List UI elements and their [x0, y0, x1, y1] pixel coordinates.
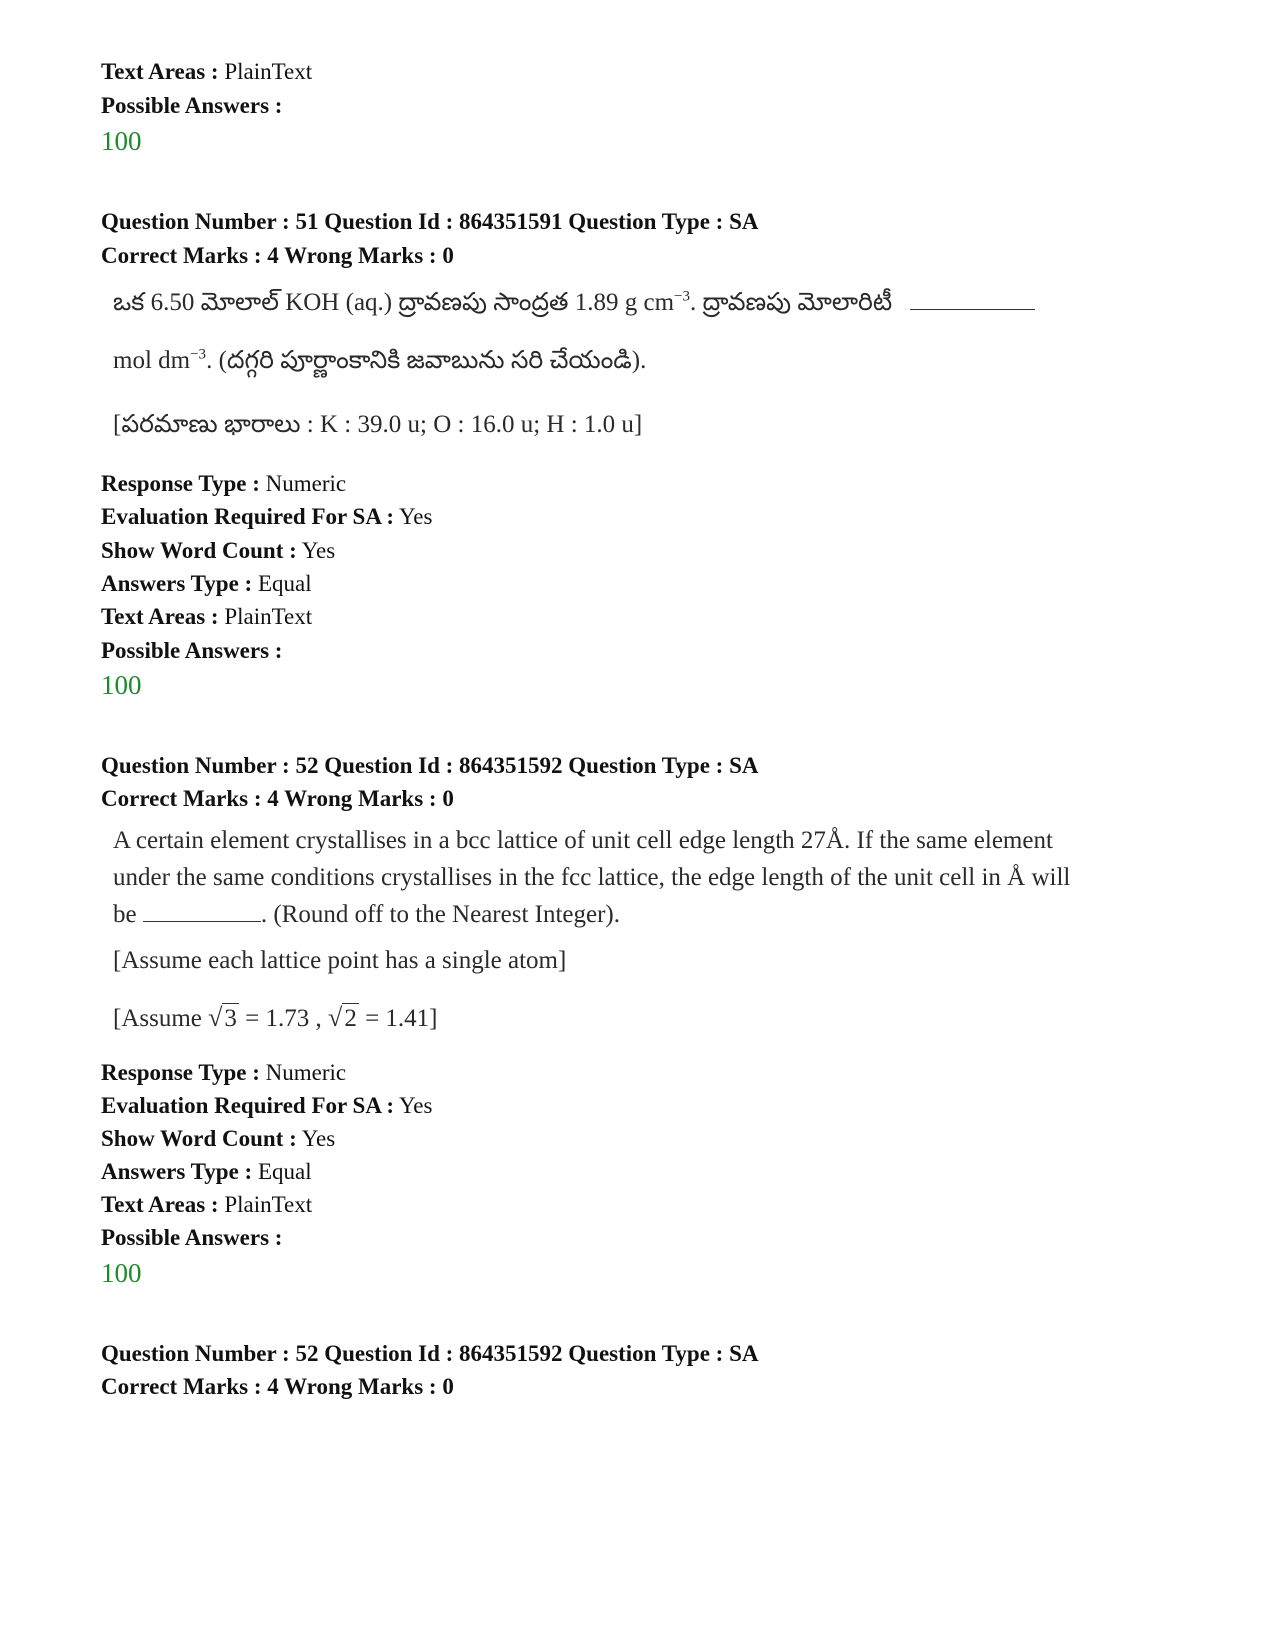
q52-line5-b: = 1.73 ,	[245, 1005, 322, 1032]
top-text-areas-row	[101, 58, 312, 86]
q51-text-line1	[113, 288, 1035, 318]
q51-line1-sup: −3	[674, 288, 690, 305]
q52-word-count-row	[101, 1125, 335, 1153]
response-type-value: Numeric	[265, 471, 347, 496]
q52-text-line1: A certain element crystallises in a bcc lattice of unit cell edge length 27Å. If the same element	[113, 827, 1053, 854]
text-areas-label: Text Areas :	[101, 604, 219, 629]
q52-line3-b: . (Round off to the Nearest Integer).	[260, 901, 621, 928]
sqrt2-symbol: √2	[328, 1003, 357, 1032]
answers-type-value: Equal	[257, 571, 312, 596]
q51-evaluation-row	[101, 503, 432, 531]
evaluation-label: Evaluation Required For SA :	[101, 504, 395, 529]
q52-header: Question Number : 52 Question Id : 864351592 Question Type : SA	[101, 753, 759, 778]
text-areas-label: Text Areas :	[101, 1192, 219, 1217]
word-count-label: Show Word Count :	[101, 1126, 297, 1151]
q51-word-count-row	[101, 537, 335, 565]
q51-marks: Correct Marks : 4 Wrong Marks : 0	[101, 243, 454, 268]
q52-text-line2: under the same conditions crystallises in the fcc lattice, the edge length of the unit cell in Å will	[113, 864, 1071, 891]
q52-line3-a: be	[113, 901, 137, 928]
q51-line2-sup: −3	[190, 346, 207, 363]
text-areas-value: PlainText	[224, 604, 313, 629]
sqrt3-symbol: √3	[208, 1003, 237, 1032]
answers-type-value: Equal	[257, 1159, 312, 1184]
q52-line5-a: [Assume	[113, 1005, 202, 1032]
q52-repeat-header: Question Number : 52 Question Id : 864351592 Question Type : SA	[101, 1341, 759, 1366]
q51-line1-a: ఒక 6.50 మోలాల్ KOH (aq.) ద్రావణపు సాంద్రత 1.89 g cm	[113, 289, 675, 316]
top-possible-answer-value: 100	[101, 126, 142, 156]
text-areas-value: PlainText	[224, 1192, 313, 1217]
q52-text-line4: [Assume each lattice point has a single atom]	[113, 947, 567, 974]
q52-possible-answer-value: 100	[101, 1258, 142, 1288]
q51-answer-blank	[910, 309, 1035, 310]
q51-line2-b: . (దగ్గరి పూర్ణాంకానికి జవాబును సరి చేయండి).	[206, 347, 647, 374]
q52-answer-blank	[143, 921, 261, 922]
q51-line2-a: mol dm	[113, 347, 191, 374]
q52-text-areas-row	[101, 1191, 312, 1219]
q52-text-line3	[113, 900, 620, 930]
q52-marks: Correct Marks : 4 Wrong Marks : 0	[101, 786, 454, 811]
q52-possible-answers-label: Possible Answers :	[101, 1225, 283, 1250]
evaluation-value: Yes	[399, 504, 433, 529]
sqrt2-radicand: 2	[344, 1005, 357, 1032]
word-count-value: Yes	[301, 538, 336, 563]
q52-text-line5	[113, 1003, 438, 1034]
answers-type-label: Answers Type :	[101, 1159, 253, 1184]
q51-possible-answer-value: 100	[101, 670, 142, 700]
sqrt3-radicand: 3	[224, 1005, 237, 1032]
q51-header: Question Number : 51 Question Id : 864351591 Question Type : SA	[101, 209, 759, 234]
response-type-label: Response Type :	[101, 471, 260, 496]
evaluation-value: Yes	[399, 1093, 433, 1118]
evaluation-label: Evaluation Required For SA :	[101, 1093, 395, 1118]
top-possible-answers-label: Possible Answers :	[101, 93, 283, 118]
q51-line1-b: . ద్రావణపు మోలారిటీ	[690, 289, 893, 316]
word-count-value: Yes	[301, 1126, 336, 1151]
answers-type-label: Answers Type :	[101, 571, 253, 596]
response-type-value: Numeric	[265, 1060, 347, 1085]
q51-answers-type-row	[101, 570, 312, 598]
response-type-label: Response Type :	[101, 1060, 260, 1085]
q52-response-type-row	[101, 1059, 346, 1087]
q51-response-type-row	[101, 470, 346, 498]
q51-text-line3: [పరమాణు భారాలు : K : 39.0 u; O : 16.0 u; H : 1.0 u]	[113, 411, 643, 438]
text-areas-label: Text Areas :	[101, 59, 219, 84]
q52-repeat-marks: Correct Marks : 4 Wrong Marks : 0	[101, 1374, 454, 1399]
q52-answers-type-row	[101, 1158, 312, 1186]
q51-text-areas-row	[101, 603, 312, 631]
q51-text-line2	[113, 346, 646, 376]
q51-possible-answers-label: Possible Answers :	[101, 638, 283, 663]
word-count-label: Show Word Count :	[101, 538, 297, 563]
q52-line5-c: = 1.41]	[365, 1005, 438, 1032]
q52-evaluation-row	[101, 1092, 432, 1120]
text-areas-value: PlainText	[224, 59, 313, 84]
